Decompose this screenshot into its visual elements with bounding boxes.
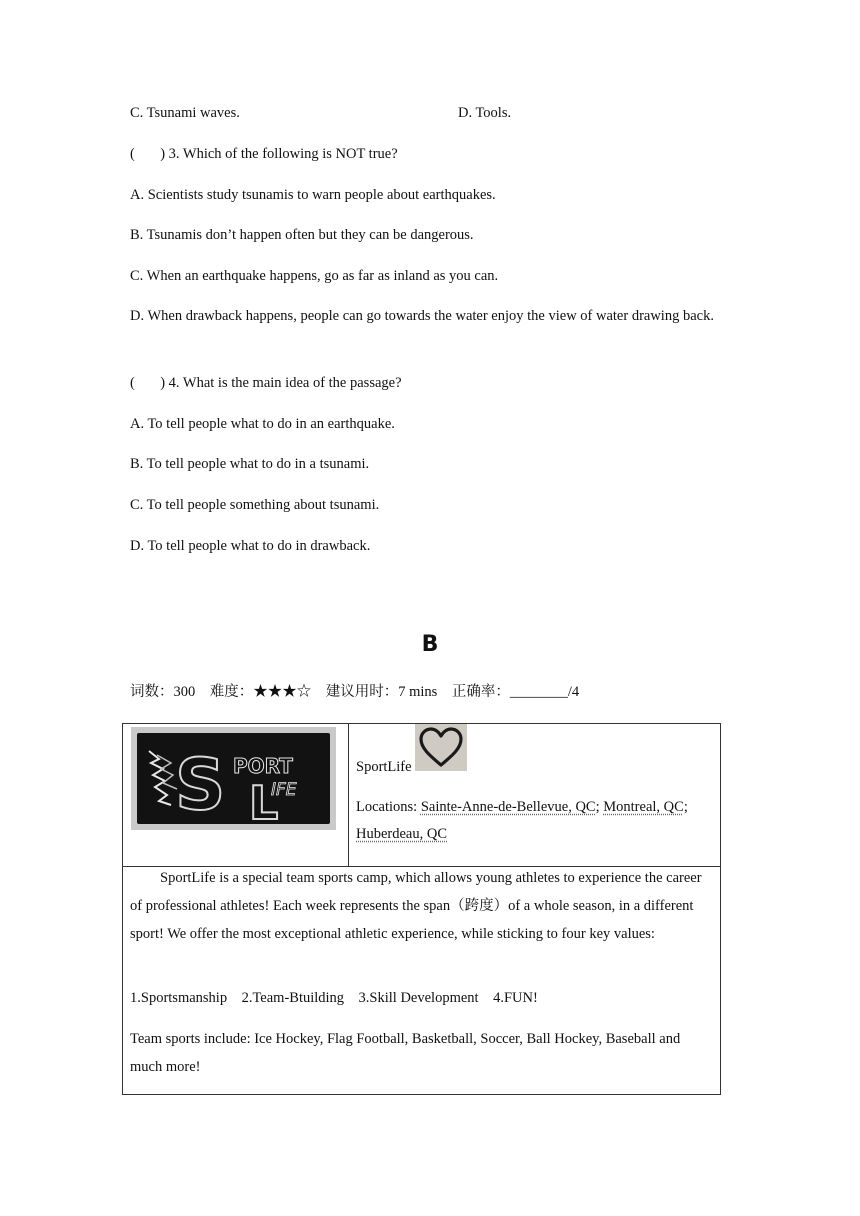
q3-option-b: B. Tsunamis don’t happen often but they can be dangerous.	[130, 227, 474, 243]
logo-letter-s: S	[175, 744, 226, 824]
q4-option-d: D. To tell people what to do in drawback.	[130, 538, 371, 554]
q3-option-a: A. Scientists study tsunamis to warn people about earthquakes.	[130, 187, 496, 203]
logo-graphic	[137, 733, 330, 824]
heart-outline-icon	[415, 724, 467, 771]
q4-option-c: C. To tell people something about tsunami.	[130, 497, 380, 513]
team-sports: Team sports include: Ice Hockey, Flag Football, Basketball, Soccer, Ball Hockey, Baseball and much more!	[130, 1031, 681, 1075]
locations-label: Locations:	[356, 799, 421, 815]
q2-option-c: C. Tsunami waves.	[130, 105, 240, 121]
q3-stem: ( ) 3. Which of the following is NOT true?	[130, 146, 398, 162]
section-meta: 词数：300 难度：★★★☆ 建议用时：7 mins 正确率：________/4	[130, 684, 580, 700]
location-link[interactable]: Sainte-Anne-de-Bellevue, QC	[420, 799, 596, 815]
key-values: 1.Sportsmanship 2.Team-Btuilding 3.Skill Development 4.FUN!	[130, 990, 538, 1006]
q3-option-d: D. When drawback happens, people can go towards the water enjoy the view of water drawing back.	[130, 308, 714, 324]
logo-cell	[123, 724, 349, 866]
logo-text-ife: IFE	[271, 780, 297, 800]
q2-option-d: D. Tools.	[458, 105, 512, 121]
description-paragraph: SportLife is a special team sports camp, which allows young athletes to experience the career of professional athletes! Each week represents the span（跨度）of a whole season, in a different sport! We offer the most exceptional athletic experience, while sticking to four key values:	[130, 870, 702, 942]
brand-name: SportLife	[356, 759, 412, 775]
locations-line: Locations: Sainte-Anne-de-Bellevue, QC; Montreal, QC;	[356, 799, 688, 815]
q4-option-b: B. To tell people what to do in a tsunami.	[130, 456, 370, 472]
sportlife-ad-table	[122, 723, 721, 1095]
q3-option-c: C. When an earthquake happens, go as far as inland as you can.	[130, 268, 499, 284]
locations-line-2	[356, 826, 447, 843]
location-link[interactable]: Montreal, QC	[603, 799, 684, 815]
logo-letter-l: L	[249, 776, 279, 824]
description-row	[123, 866, 720, 1075]
q4-stem: ( ) 4. What is the main idea of the passage?	[130, 375, 402, 391]
logo-text-port: PORT	[233, 754, 293, 778]
info-cell	[349, 724, 720, 866]
section-title: B	[421, 632, 439, 657]
sportlife-logo	[131, 727, 336, 830]
location-link[interactable]: Huberdeau, QC	[356, 826, 448, 842]
q4-option-a: A. To tell people what to do in an earthquake.	[130, 416, 395, 432]
